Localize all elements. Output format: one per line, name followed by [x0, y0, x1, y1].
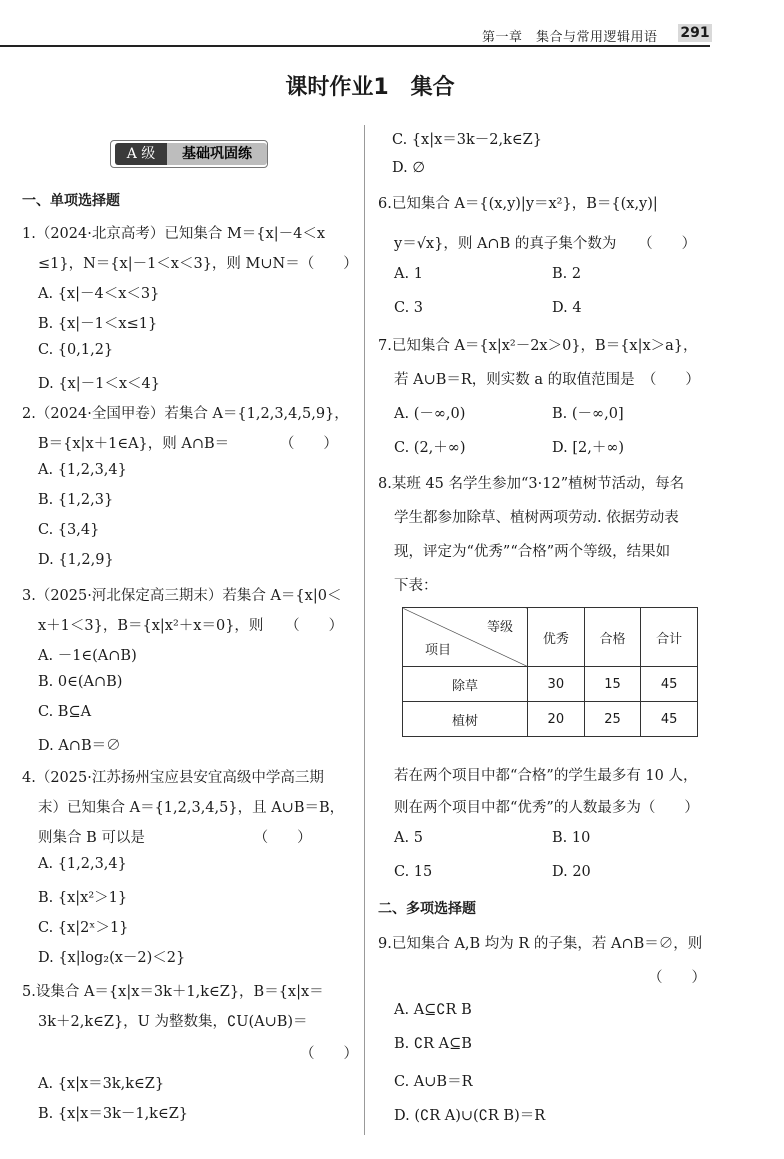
badge-level: A 级	[115, 143, 167, 165]
q2-option-a: A. {1,2,3,4}	[38, 462, 127, 478]
q8-line1: 8.某班 45 名学生参加“3·12”植树节活动，每名	[378, 476, 685, 492]
q2-option-c: C. {3,4}	[38, 522, 100, 538]
table-cell: 20	[528, 702, 585, 737]
q8-option-a: A. 5	[394, 830, 423, 846]
section-heading-multiple: 二、多项选择题	[378, 901, 476, 917]
level-badge	[110, 140, 270, 170]
corner-label-item: 项目	[425, 643, 452, 658]
q6-option-a: A. 1	[394, 266, 423, 282]
q1-option-c: C. {0,1,2}	[38, 342, 114, 358]
q4-line1: 4.（2025·江苏扬州宝应县安宜高级中学高三期	[22, 770, 324, 786]
page-title: 课时作业1 集合	[285, 75, 455, 100]
row-label: 植树	[403, 702, 528, 737]
q7-line1: 7.已知集合 A＝{x|x²－2x＞0}，B＝{x|x＞a}，	[378, 338, 698, 354]
grade-table	[402, 607, 698, 737]
q3-option-d: D. A∩B＝∅	[38, 738, 121, 754]
column-divider	[364, 125, 365, 1135]
q8-line5: 若在两个项目中都“合格”的学生最多有 10 人，	[394, 768, 698, 784]
corner-label-grade: 等级	[486, 620, 513, 635]
header-pass: 合格	[584, 608, 641, 667]
q2-line2: B＝{x|x＋1∈A}，则 A∩B＝ （ ）	[38, 436, 338, 452]
table-row	[403, 702, 698, 737]
row-label: 除草	[403, 667, 528, 702]
q6-option-c: C. 3	[394, 300, 424, 316]
q3-option-c: C. B⊆A	[38, 704, 92, 720]
table-row	[403, 667, 698, 702]
q3-line1: 3.（2025·河北保定高三期末）若集合 A＝{x|0＜	[22, 588, 342, 604]
q6-line1: 6.已知集合 A＝{(x,y)|y＝x²}，B＝{(x,y)|	[378, 196, 658, 212]
q7-option-a: A. (－∞,0)	[394, 406, 466, 422]
table-cell: 30	[528, 667, 585, 702]
table-header-row	[403, 608, 698, 667]
q1-option-b: B. {x|－1＜x≤1}	[38, 316, 158, 332]
q5-answer-bracket: （ ）	[300, 1046, 358, 1062]
q9-option-b: B. ∁R A⊆B	[394, 1036, 472, 1052]
page-number: 291	[678, 24, 712, 42]
q5-line1: 5.设集合 A＝{x|x＝3k＋1,k∈Z}，B＝{x|x＝	[22, 984, 324, 1000]
q7-option-b: B. (－∞,0]	[552, 406, 624, 422]
header-total: 合计	[641, 608, 698, 667]
q1-line2: ≤1}，N＝{x|－1＜x＜3}，则 M∪N＝（ ）	[38, 256, 358, 272]
q1-option-a: A. {x|－4＜x＜3}	[38, 286, 160, 302]
q3-line2: x＋1＜3}，B＝{x|x²＋x＝0}，则 （ ）	[38, 618, 344, 634]
q9-answer-bracket: （ ）	[648, 970, 706, 986]
q2-option-b: B. {1,2,3}	[38, 492, 114, 508]
q6-line2: y＝√x}，则 A∩B 的真子集个数为 （ ）	[394, 236, 697, 252]
q3-option-a: A. －1∈(A∩B)	[38, 648, 137, 664]
q5-option-d: D. ∅	[392, 160, 425, 176]
badge-text: 基础巩固练	[167, 143, 267, 165]
q8-option-b: B. 10	[552, 830, 591, 846]
page-header	[460, 24, 710, 46]
q9-option-c: C. A∪B＝R	[394, 1074, 473, 1090]
q4-line3: 则集合 B 可以是 （ ）	[38, 830, 312, 846]
q8-line4: 下表：	[394, 578, 438, 594]
q5-line2: 3k＋2,k∈Z}，U 为整数集，∁U(A∪B)＝	[38, 1014, 308, 1030]
q4-line2: 末）已知集合 A＝{1,2,3,4,5}，且 A∪B＝B，	[38, 800, 345, 816]
q4-option-a: A. {1,2,3,4}	[38, 856, 127, 872]
scan-smudge	[418, 1128, 558, 1148]
q8-option-d: D. 20	[552, 864, 591, 880]
q4-option-d: D. {x|log₂(x－2)＜2}	[38, 950, 186, 966]
q2-option-d: D. {1,2,9}	[38, 552, 114, 568]
q2-line1: 2.（2024·全国甲卷）若集合 A＝{1,2,3,4,5,9}，	[22, 406, 349, 422]
table-cell: 45	[641, 667, 698, 702]
table-cell: 45	[641, 702, 698, 737]
q9-option-a: A. A⊆∁R B	[394, 1002, 472, 1018]
table-cell: 25	[584, 702, 641, 737]
q6-option-b: B. 2	[552, 266, 582, 282]
q5-option-c: C. {x|x＝3k－2,k∈Z}	[392, 132, 542, 148]
header-rule	[0, 45, 710, 47]
q8-option-c: C. 15	[394, 864, 433, 880]
q1-line1: 1.（2024·北京高考）已知集合 M＝{x|－4＜x	[22, 226, 325, 242]
q8-line3: 现，评定为“优秀”“合格”两个等级，结果如	[394, 544, 671, 560]
header-excellent: 优秀	[528, 608, 585, 667]
q7-option-d: D. [2,＋∞)	[552, 440, 625, 456]
chapter-title: 第一章 集合与常用逻辑用语	[482, 30, 658, 45]
q4-option-c: C. {x|2ˣ＞1}	[38, 920, 129, 936]
q3-option-b: B. 0∈(A∩B)	[38, 674, 123, 690]
q8-line2: 学生都参加除草、植树两项劳动. 依据劳动表	[394, 510, 679, 526]
q1-option-d: D. {x|－1＜x＜4}	[38, 376, 160, 392]
q6-option-d: D. 4	[552, 300, 582, 316]
q7-line2: 若 A∪B＝R，则实数 a 的取值范围是 （ ）	[394, 372, 700, 388]
q5-option-a: A. {x|x＝3k,k∈Z}	[38, 1076, 165, 1092]
section-heading-single: 一、单项选择题	[22, 193, 120, 209]
q4-option-b: B. {x|x²＞1}	[38, 890, 128, 906]
q8-line6: 则在两个项目中都“优秀”的人数最多为（ ）	[394, 800, 699, 816]
table-cell: 15	[584, 667, 641, 702]
table-corner-cell	[403, 608, 528, 667]
q5-option-b: B. {x|x＝3k－1,k∈Z}	[38, 1106, 189, 1122]
q9-line1: 9.已知集合 A,B 均为 R 的子集，若 A∩B＝∅，则	[378, 936, 703, 952]
q7-option-c: C. (2,＋∞)	[394, 440, 466, 456]
q9-option-d: D. (∁R A)∪(∁R B)＝R	[394, 1108, 546, 1124]
